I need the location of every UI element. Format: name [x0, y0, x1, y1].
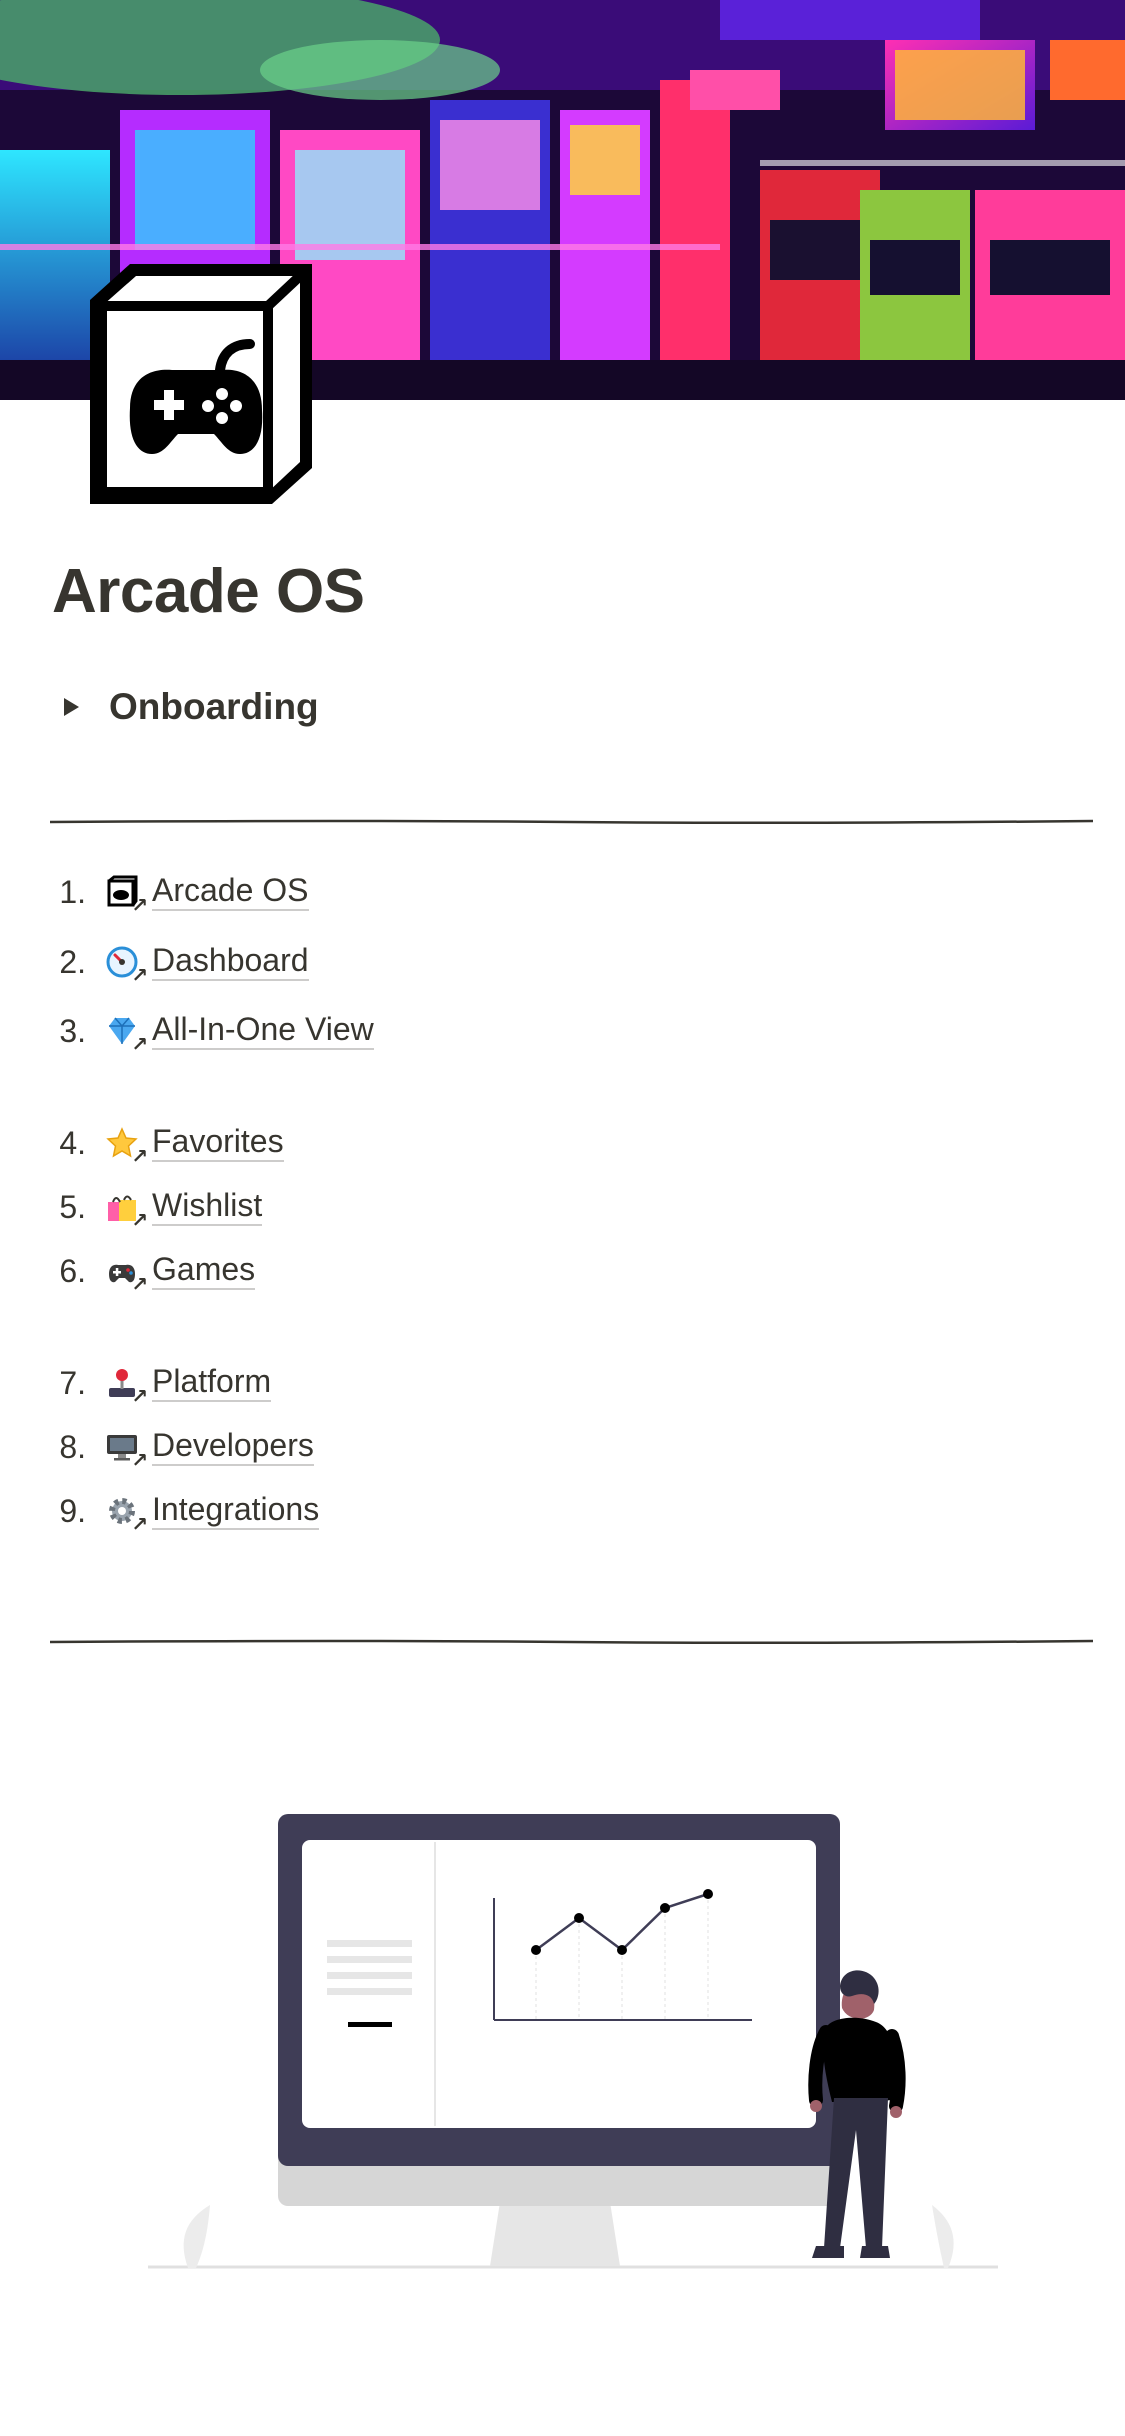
- list-number: 1.: [59, 873, 86, 910]
- link-arrow-icon: ↗: [131, 1146, 148, 1168]
- link-arrow-icon: ↗: [131, 1034, 148, 1056]
- link-favorites[interactable]: Favorites: [152, 1124, 284, 1162]
- page-icon-game-controller[interactable]: [72, 258, 322, 508]
- list-item: [52, 1249, 256, 1296]
- list-number: 5.: [59, 1188, 86, 1225]
- onboarding-toggle[interactable]: [52, 686, 319, 728]
- link-dashboard[interactable]: Dashboard: [152, 943, 309, 981]
- link-all-in-one-view[interactable]: All-In-One View: [152, 1012, 374, 1050]
- link-platform[interactable]: Platform: [152, 1364, 271, 1402]
- list-number: 3.: [59, 1012, 86, 1049]
- list-number: 6.: [59, 1252, 86, 1289]
- dashboard-illustration: [140, 1800, 1010, 2280]
- list-item: [52, 870, 309, 917]
- list-number: 2.: [59, 943, 86, 980]
- gear-icon: [102, 1491, 148, 1536]
- link-arrow-icon: ↗: [131, 965, 148, 987]
- list-item: [52, 1009, 374, 1056]
- link-wishlist[interactable]: Wishlist: [152, 1188, 262, 1226]
- list-item: [52, 1425, 314, 1472]
- link-integrations[interactable]: Integrations: [152, 1492, 319, 1530]
- shopping-bags-icon: [102, 1187, 148, 1232]
- dashboard-gauge-icon: [102, 942, 148, 987]
- link-arrow-icon: ↗: [131, 1386, 148, 1408]
- link-arrow-icon: ↗: [131, 1274, 148, 1296]
- divider: [50, 818, 1093, 826]
- link-arrow-icon: ↗: [131, 1514, 148, 1536]
- link-arrow-icon: ↗: [131, 1210, 148, 1232]
- link-developers[interactable]: Developers: [152, 1428, 314, 1466]
- joystick-icon: [102, 1363, 148, 1408]
- link-games[interactable]: Games: [152, 1252, 255, 1290]
- link-arrow-icon: ↗: [131, 895, 148, 917]
- divider: [50, 1638, 1093, 1646]
- list-item: [52, 940, 309, 987]
- arcade-os-icon: [102, 872, 148, 917]
- link-arrow-icon: ↗: [131, 1450, 148, 1472]
- list-item: [52, 1185, 263, 1232]
- toggle-triangle-icon[interactable]: [64, 698, 79, 716]
- list-item: [52, 1121, 284, 1168]
- gem-icon: [102, 1011, 148, 1056]
- list-item: [52, 1361, 272, 1408]
- toggle-label: Onboarding: [109, 686, 319, 727]
- desktop-computer-icon: [102, 1427, 148, 1472]
- game-controller-icon: [72, 258, 322, 508]
- page-title: Arcade OS: [52, 557, 365, 626]
- link-arcade-os[interactable]: Arcade OS: [152, 873, 309, 911]
- list-number: 9.: [59, 1492, 86, 1529]
- list-number: 4.: [59, 1124, 86, 1161]
- list-number: 8.: [59, 1428, 86, 1465]
- game-controller-icon: [102, 1251, 148, 1296]
- list-item: [52, 1489, 320, 1536]
- list-number: 7.: [59, 1364, 86, 1401]
- star-icon: [102, 1123, 148, 1168]
